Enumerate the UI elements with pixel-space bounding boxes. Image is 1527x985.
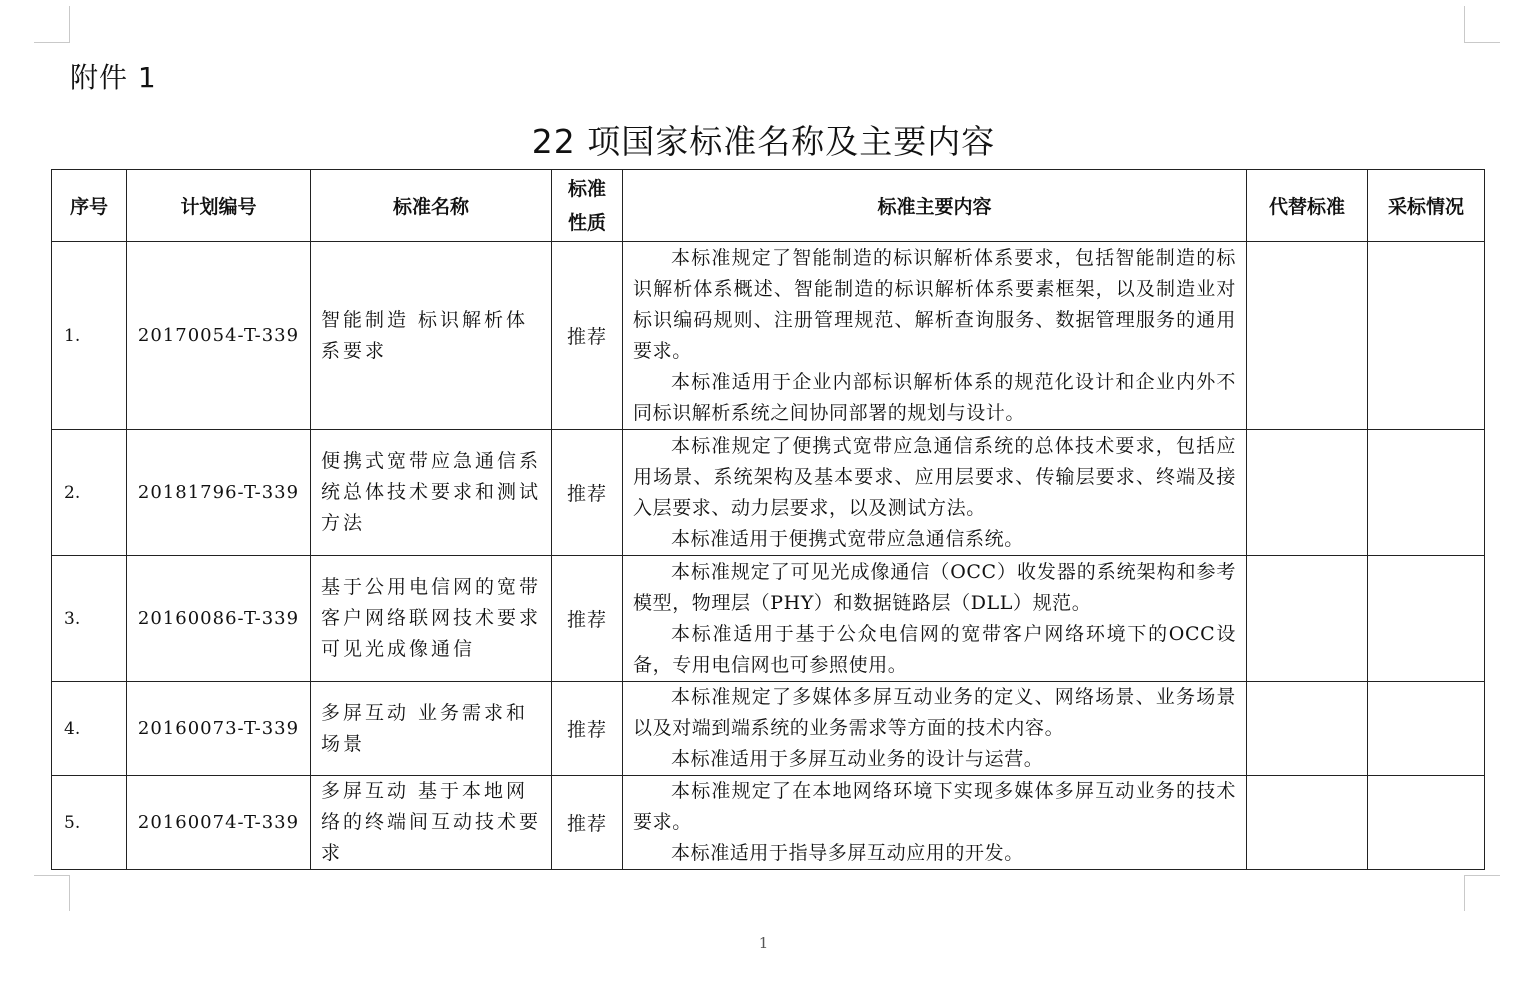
row-standard-name: 多屏互动 基于本地网络的终端间互动技术要求	[311, 776, 552, 870]
table-header-row	[52, 170, 1485, 242]
row-content	[623, 242, 1247, 430]
row-content-scope: 本标准规定了多媒体多屏互动业务的定义、网络场景、业务场景以及对端到端系统的业务需求等方面的技术内容。	[633, 686, 1236, 739]
page-title: 22 项国家标准名称及主要内容	[531, 122, 996, 161]
crop-mark	[69, 875, 70, 911]
row-nature: 推荐	[552, 682, 623, 776]
row-content-applicability: 本标准适用于企业内部标识解析体系的规范化设计和企业内外不同标识解析系统之间协同部署的规划与设计。	[633, 370, 1236, 424]
row-adoption	[1368, 682, 1485, 776]
header-seq: 序号	[52, 170, 127, 242]
header-plan-number: 计划编号	[127, 170, 311, 242]
crop-mark	[1464, 875, 1465, 911]
row-plan-number: 20160074-T-339	[127, 776, 311, 870]
crop-mark	[1464, 42, 1500, 43]
row-adoption	[1368, 242, 1485, 430]
table-row	[52, 242, 1485, 430]
row-nature: 推荐	[552, 242, 623, 430]
crop-mark	[1464, 875, 1500, 876]
row-adoption	[1368, 776, 1485, 870]
row-seq: 3.	[52, 556, 127, 682]
header-nature	[552, 170, 623, 242]
row-adoption	[1368, 430, 1485, 556]
row-content-scope: 本标准规定了智能制造的标识解析体系要求，包括智能制造的标识解析体系概述、智能制造的标识解析体系要素框架，以及制造业对标识编码规则、注册管理规范、解析查询服务、数据管理服务的通用要求。	[633, 246, 1236, 362]
header-main-content: 标准主要内容	[623, 170, 1247, 242]
row-seq: 2.	[52, 430, 127, 556]
crop-mark	[69, 6, 70, 43]
row-content-applicability: 本标准适用于多屏互动业务的设计与运营。	[671, 748, 1044, 770]
row-standard-name: 智能制造 标识解析体系要求	[311, 242, 552, 430]
row-content-applicability: 本标准适用于基于公众电信网的宽带客户网络环境下的OCC设备，专用电信网也可参照使用。	[633, 622, 1236, 676]
row-replaced-standard	[1247, 682, 1368, 776]
table-row	[52, 430, 1485, 556]
row-nature: 推荐	[552, 776, 623, 870]
row-standard-name: 多屏互动 业务需求和场景	[311, 682, 552, 776]
crop-mark	[34, 42, 70, 43]
table-row	[52, 556, 1485, 682]
row-content-scope: 本标准规定了在本地网络环境下实现多媒体多屏互动业务的技术要求。	[633, 780, 1236, 833]
row-standard-name: 基于公用电信网的宽带客户网络联网技术要求 可见光成像通信	[311, 556, 552, 682]
crop-mark	[34, 875, 70, 876]
row-replaced-standard	[1247, 776, 1368, 870]
row-content-applicability: 本标准适用于指导多屏互动应用的开发。	[671, 842, 1024, 864]
row-adoption	[1368, 556, 1485, 682]
header-replaced-standard: 代替标准	[1247, 170, 1368, 242]
page-number: 1	[758, 934, 769, 952]
row-replaced-standard	[1247, 556, 1368, 682]
row-replaced-standard	[1247, 242, 1368, 430]
crop-mark	[1464, 6, 1465, 43]
row-nature: 推荐	[552, 430, 623, 556]
header-nature-line2: 性质	[567, 211, 606, 234]
row-plan-number: 20170054-T-339	[127, 242, 311, 430]
row-content-scope: 本标准规定了可见光成像通信（OCC）收发器的系统架构和参考模型，物理层（PHY）和数据链路层（DLL）规范。	[633, 560, 1236, 614]
row-content	[623, 776, 1247, 870]
row-nature: 推荐	[552, 556, 623, 682]
header-adoption: 采标情况	[1368, 170, 1485, 242]
row-replaced-standard	[1247, 430, 1368, 556]
row-plan-number: 20160073-T-339	[127, 682, 311, 776]
table-row	[52, 776, 1485, 870]
row-content-applicability: 本标准适用于便携式宽带应急通信系统。	[671, 527, 1024, 550]
row-seq: 5.	[52, 776, 127, 870]
row-plan-number: 20160086-T-339	[127, 556, 311, 682]
header-standard-name: 标准名称	[311, 170, 552, 242]
row-content-scope: 本标准规定了便携式宽带应急通信系统的总体技术要求，包括应用场景、系统架构及基本要求、应用层要求、传输层要求、终端及接入层要求、动力层要求，以及测试方法。	[633, 434, 1236, 519]
standards-table	[51, 169, 1485, 870]
header-nature-line1: 标准	[567, 177, 606, 200]
row-content	[623, 682, 1247, 776]
row-seq: 4.	[52, 682, 127, 776]
row-content	[623, 430, 1247, 556]
row-content	[623, 556, 1247, 682]
attachment-label: 附件 1	[70, 61, 157, 94]
row-plan-number: 20181796-T-339	[127, 430, 311, 556]
row-standard-name: 便携式宽带应急通信系统总体技术要求和测试方法	[311, 430, 552, 556]
row-seq: 1.	[52, 242, 127, 430]
table-row	[52, 682, 1485, 776]
